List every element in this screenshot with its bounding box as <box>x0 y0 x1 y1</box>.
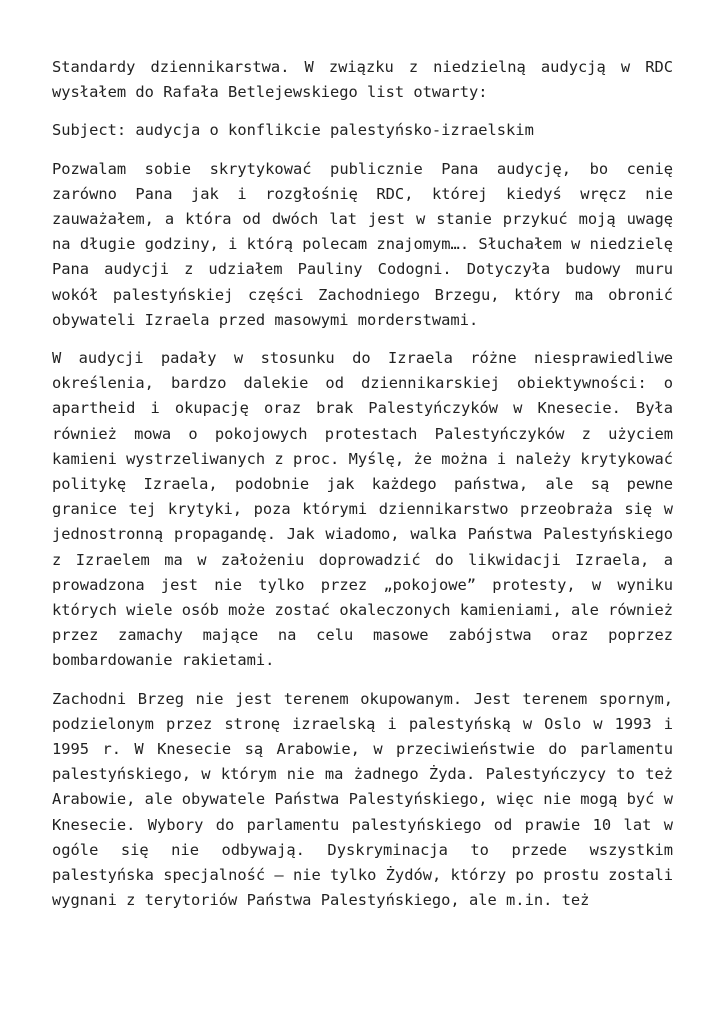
subject-line: Subject: audycja o konflikcie palestyńsko-izraelskim <box>52 121 534 140</box>
letter-paragraph-2: W audycji padały w stosunku do Izraela różne niesprawiedliwe określenia, bardzo dalekie od dziennikarskiej obiektywności: o apartheid i okupację oraz brak Palestyńczyków w Knesecie. Była również mowa o pokojowych protestach Palestyńczyków z użyciem kamieni wystrzeliwanych z proc. Myślę, że można i należy krytykować politykę Izraela, podobnie jak każdego państwa, ale są pewne granice tej krytyki, poza którymi dziennikarstwo przeobraża się w jednostronną propagandę. Jak wiadomo, walka Państwa Palestyńskiego z Izraelem ma w założeniu doprowadzić do likwidacji Izraela, a prowadzona jest nie tylko przez „pokojowe” protesty, w wyniku których wiele osób może zostać okaleczonych kamieniami, ale również przez zamachy mające na celu masowe zabójstwa oraz poprzez bombardowanie rakietami. <box>52 349 673 670</box>
intro-paragraph: Standardy dziennikarstwa. W związku z niedzielną audycją w RDC wysłałem do Rafała Betlejewskiego list otwarty: <box>52 58 673 102</box>
article-body <box>52 55 673 914</box>
letter-paragraph-1: Pozwalam sobie skrytykować publicznie Pana audycję, bo cenię zarówno Pana jak i rozgłośnię RDC, której kiedyś wręcz nie zauważałem, a która od dwóch lat jest w stanie przykuć moją uwagę na długie godziny, i którą polecam znajomym…. Słuchałem w niedzielę Pana audycji z udziałem Pauliny Codogni. Dotyczyła budowy muru wokół palestyńskiej części Zachodniego Brzegu, który ma obronić obywateli Izraela przed masowymi morderstwami. <box>52 159 673 329</box>
letter-paragraph-3: Zachodni Brzeg nie jest terenem okupowanym. Jest terenem spornym, podzielonym przez stronę izraelską i palestyńską w Oslo w 1993 i 1995 r. W Knesecie są Arabowie, w przeciwieństwie do parlamentu palestyńskiego, w którym nie ma żadnego Żyda. Palestyńczycy to też Arabowie, ale obywatele Państwa Palestyńskiego, więc nie mogą być w Knesecie. Wybory do parlamentu palestyńskiego od prawie 10 lat w ogóle się nie odbywają. Dyskryminacja to przede wszystkim palestyńska specjalność – nie tylko Żydów, którzy po prostu zostali wygnani z terytoriów Państwa Palestyńskiego, ale m.in. też <box>52 689 673 910</box>
